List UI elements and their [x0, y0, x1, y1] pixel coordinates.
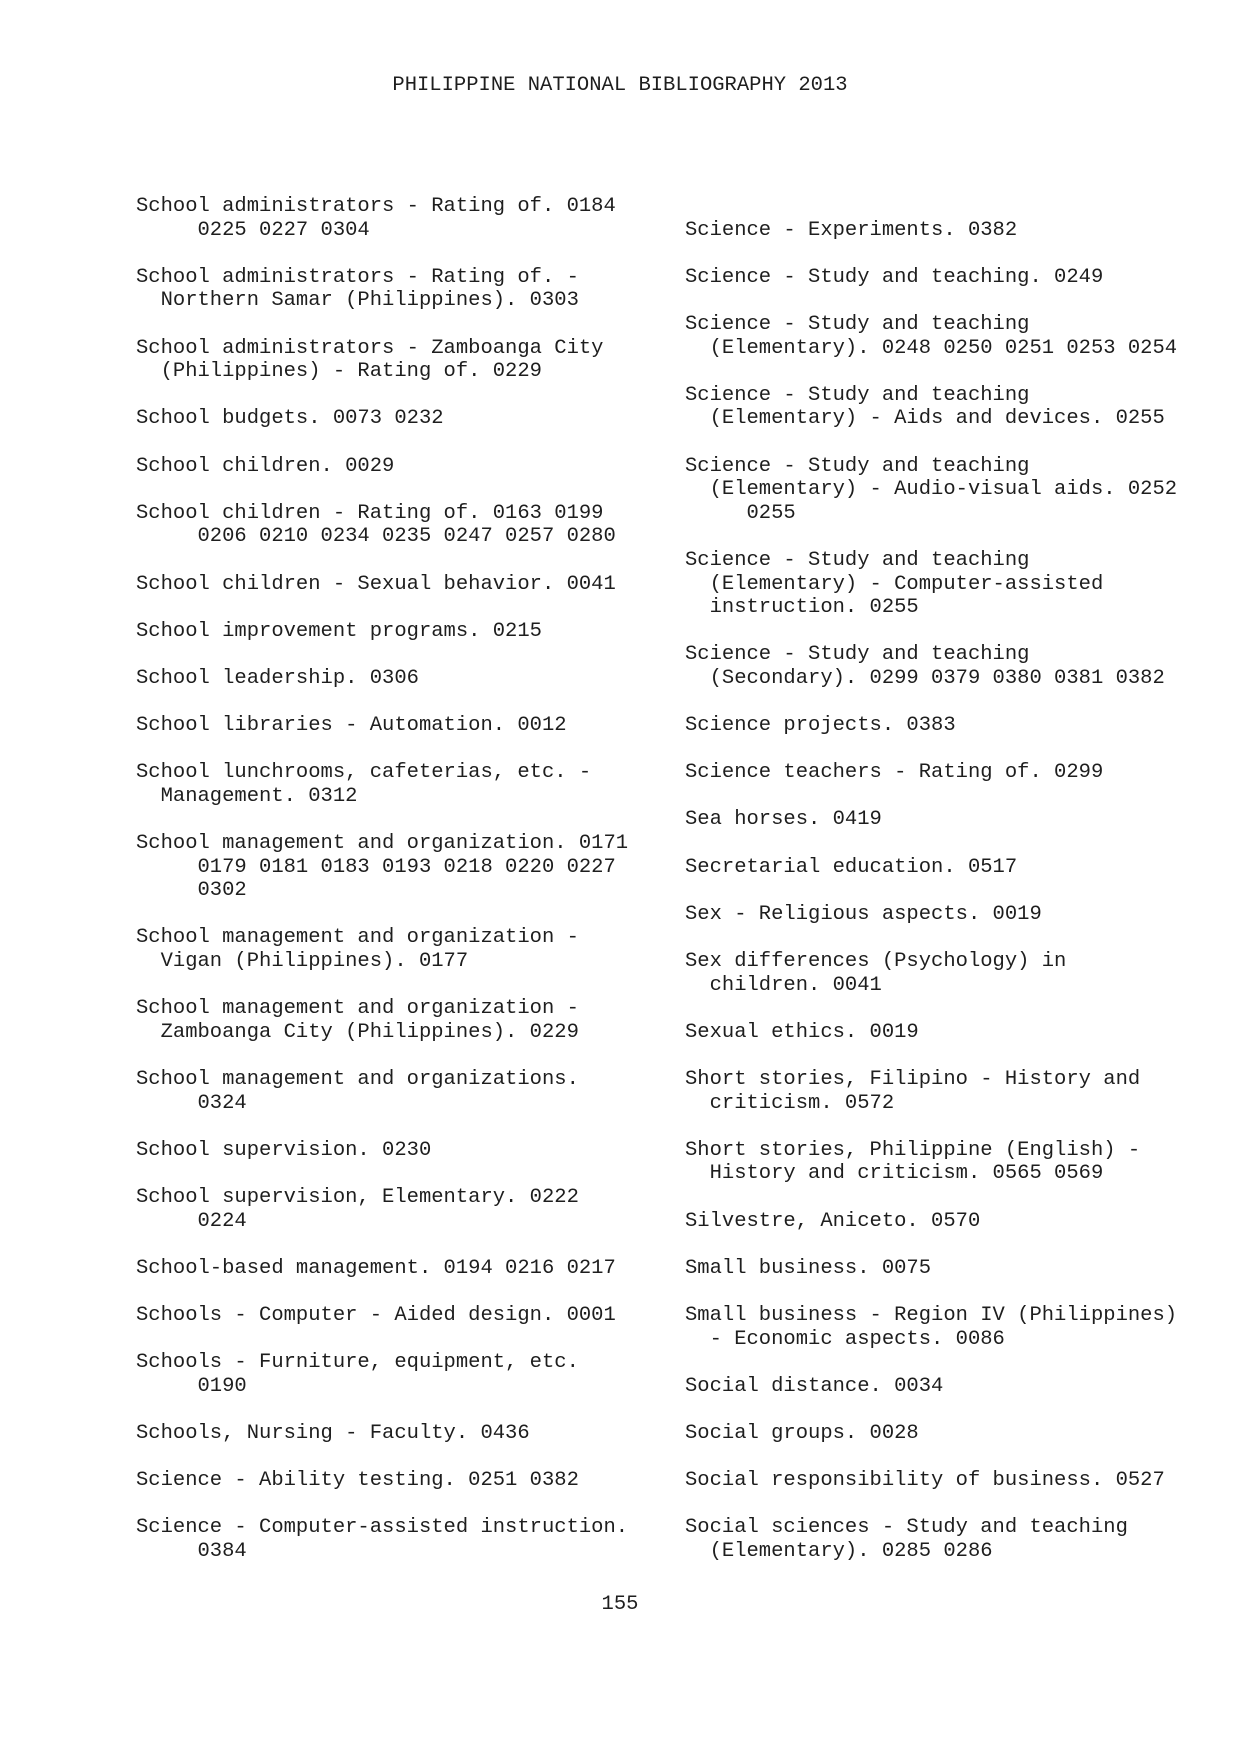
index-entry-line: Northern Samar (Philippines). 0303 — [136, 289, 579, 313]
entry-spacer — [685, 242, 1230, 266]
entry-spacer — [685, 1445, 1230, 1469]
entry-spacer — [685, 1351, 1230, 1375]
index-entry — [136, 832, 656, 926]
index-entry-line: Schools - Computer - Aided design. 0001 — [136, 1303, 616, 1327]
index-entry-line: 0224 — [136, 1209, 247, 1233]
entry-spacer — [685, 431, 1230, 455]
index-entry-line: School administrators - Rating of. - — [136, 265, 579, 289]
entry-spacer — [136, 1328, 656, 1352]
entry-spacer — [136, 1445, 656, 1469]
index-entry — [136, 1186, 656, 1257]
index-entry-line: Schools, Nursing - Faculty. 0436 — [136, 1421, 530, 1445]
index-entry — [685, 1021, 1230, 1068]
index-entry-line: (Philippines) - Rating of. 0229 — [136, 360, 542, 384]
index-entry — [685, 1304, 1230, 1375]
index-entry-line: (Secondary). 0299 0379 0380 0381 0382 — [685, 666, 1165, 690]
entry-spacer — [136, 738, 656, 762]
entry-spacer — [136, 808, 656, 832]
index-entry-line: Social sciences - Study and teaching — [685, 1516, 1128, 1540]
index-entry-line: Zamboanga City (Philippines). 0229 — [136, 1020, 579, 1044]
entry-spacer — [685, 997, 1230, 1021]
entry-spacer — [685, 1398, 1230, 1422]
entry-spacer — [136, 384, 656, 408]
index-entry-line: Science - Ability testing. 0251 0382 — [136, 1469, 579, 1493]
index-entry — [685, 384, 1230, 455]
index-entry — [136, 714, 656, 761]
entry-spacer — [685, 289, 1230, 313]
index-entry-line: School supervision. 0230 — [136, 1138, 432, 1162]
index-entry-line: Sex differences (Psychology) in — [685, 950, 1067, 973]
index-entry — [685, 1257, 1230, 1304]
index-entry — [136, 407, 656, 454]
index-entry-line: - Economic aspects. 0086 — [685, 1327, 1005, 1351]
index-entry-line: School supervision, Elementary. 0222 — [136, 1185, 579, 1209]
index-entry-line: (Elementary). 0285 0286 — [685, 1539, 993, 1563]
index-entry-line: 0324 — [136, 1091, 247, 1115]
index-entry-line: Science - Computer-assisted instruction. — [136, 1516, 629, 1540]
entry-spacer — [136, 1044, 656, 1068]
entry-spacer — [685, 360, 1230, 384]
index-entry-line: Science - Study and teaching — [685, 383, 1030, 407]
index-entry — [136, 573, 656, 620]
index-entry — [685, 1375, 1230, 1422]
index-entry-line: School budgets. 0073 0232 — [136, 407, 444, 431]
index-entry — [136, 1257, 656, 1304]
index-entry — [136, 997, 656, 1068]
index-entry-line: children. 0041 — [685, 973, 882, 997]
index-entry-line: Sexual ethics. 0019 — [685, 1020, 919, 1044]
entry-spacer — [136, 313, 656, 337]
index-entry-line: School children - Rating of. 0163 0199 — [136, 501, 604, 525]
index-entry-line: School management and organization - — [136, 997, 579, 1021]
index-entry — [136, 1516, 656, 1563]
index-entry-line: (Elementary) - Audio-visual aids. 0252 — [685, 478, 1178, 502]
entry-spacer — [685, 738, 1230, 762]
index-entry-line: School improvement programs. 0215 — [136, 619, 542, 643]
entry-spacer — [136, 431, 656, 455]
index-entry — [685, 1469, 1230, 1516]
index-entry-line: Sea horses. 0419 — [685, 808, 882, 832]
index-entry — [685, 1068, 1230, 1139]
index-entry-line: Small business. 0075 — [685, 1256, 932, 1280]
index-entry-line: 0190 — [136, 1374, 247, 1398]
index-entry-line: instruction. 0255 — [685, 596, 919, 620]
entry-spacer — [136, 596, 656, 620]
index-entry-line: (Elementary) - Aids and devices. 0255 — [685, 407, 1165, 431]
entry-spacer — [685, 832, 1230, 856]
entry-spacer — [136, 1233, 656, 1257]
entry-spacer — [136, 478, 656, 502]
index-entry-line: School lunchrooms, cafeterias, etc. - — [136, 761, 592, 785]
index-entry — [685, 1516, 1230, 1563]
right-column — [685, 195, 1230, 1563]
index-entry — [685, 808, 1230, 855]
index-entry — [136, 667, 656, 714]
index-entry — [685, 455, 1230, 549]
index-entry-line: 0225 0227 0304 — [136, 218, 370, 242]
page-header: PHILIPPINE NATIONAL BIBLIOGRAPHY 2013 — [392, 74, 848, 97]
index-entry-line: 0255 — [685, 501, 796, 525]
index-entry — [685, 1210, 1230, 1257]
entry-spacer — [136, 690, 656, 714]
index-entry-line: School management and organizations. — [136, 1067, 579, 1091]
entry-spacer — [136, 1162, 656, 1186]
index-entry — [136, 1351, 656, 1422]
entry-spacer — [136, 1398, 656, 1422]
index-entry-line: Management. 0312 — [136, 784, 358, 808]
entry-spacer — [685, 1115, 1230, 1139]
index-entry-line: Vigan (Philippines). 0177 — [136, 950, 469, 973]
entry-spacer — [685, 1493, 1230, 1517]
index-entry — [685, 1139, 1230, 1210]
index-entry-line: Small business - Region IV (Philippines) — [685, 1303, 1178, 1327]
entry-spacer — [136, 1115, 656, 1139]
index-entry — [685, 761, 1230, 808]
index-entry — [685, 856, 1230, 903]
entry-spacer — [685, 879, 1230, 903]
entry-spacer — [685, 525, 1230, 549]
index-entry — [136, 266, 656, 337]
entry-spacer — [685, 620, 1230, 644]
index-entry — [136, 1469, 656, 1516]
entry-spacer — [685, 1186, 1230, 1210]
entry-spacer — [136, 643, 656, 667]
index-entry — [136, 455, 656, 502]
index-entry-line: Science projects. 0383 — [685, 714, 956, 738]
index-entry-line: School children. 0029 — [136, 454, 395, 478]
index-entry-line: 0302 — [136, 879, 247, 903]
index-entry-line: School management and organization. 0171 — [136, 832, 629, 856]
index-entry-line: School-based management. 0194 0216 0217 — [136, 1256, 616, 1280]
entry-spacer — [685, 926, 1230, 950]
index-entry-line: Short stories, Filipino - History and — [685, 1067, 1141, 1091]
index-entry — [136, 195, 656, 266]
index-entry-line: Science - Study and teaching — [685, 643, 1030, 667]
index-entry — [136, 761, 656, 832]
index-entry — [685, 266, 1230, 313]
entry-spacer — [136, 1280, 656, 1304]
index-entry-line: Social responsibility of business. 0527 — [685, 1469, 1165, 1493]
index-entry — [685, 1422, 1230, 1469]
index-entry-line: (Elementary) - Computer-assisted — [685, 572, 1104, 596]
entry-spacer — [685, 1280, 1230, 1304]
entry-spacer — [136, 974, 656, 998]
index-entry-line: Science - Study and teaching — [685, 454, 1030, 478]
index-entry-line: Schools - Furniture, equipment, etc. — [136, 1351, 579, 1375]
index-entry-line: Sex - Religious aspects. 0019 — [685, 902, 1042, 926]
index-entry — [685, 950, 1230, 1021]
index-entry — [685, 903, 1230, 950]
index-entry — [136, 1422, 656, 1469]
index-entry — [136, 620, 656, 667]
index-entry — [685, 195, 1230, 266]
index-entry — [136, 502, 656, 573]
index-entry-line: School libraries - Automation. 0012 — [136, 714, 567, 738]
index-entry-line: Social groups. 0028 — [685, 1421, 919, 1445]
entry-spacer — [685, 785, 1230, 809]
index-entry-line: Science - Experiments. 0382 — [685, 218, 1018, 242]
index-entry — [685, 714, 1230, 761]
index-entry-line: Secretarial education. 0517 — [685, 855, 1018, 879]
left-column — [136, 195, 656, 1563]
index-entry-line: Silvestre, Aniceto. 0570 — [685, 1209, 981, 1233]
index-entry-line: 0206 0210 0234 0235 0247 0257 0280 — [136, 525, 616, 549]
index-entry-line: Science - Study and teaching. 0249 — [685, 265, 1104, 289]
index-entry-line: School administrators - Rating of. 0184 — [136, 195, 616, 218]
index-entry-line: School children - Sexual behavior. 0041 — [136, 572, 616, 596]
entry-spacer — [136, 549, 656, 573]
index-entry-line: 0179 0181 0183 0193 0218 0220 0227 — [136, 855, 616, 879]
index-entry-line: Short stories, Philippine (English) - — [685, 1138, 1141, 1162]
index-entry-line: Social distance. 0034 — [685, 1374, 944, 1398]
entry-spacer — [685, 1233, 1230, 1257]
index-entry-line: School management and organization - — [136, 926, 579, 950]
entry-spacer — [136, 903, 656, 927]
index-entry-line: School leadership. 0306 — [136, 666, 419, 690]
index-entry — [685, 313, 1230, 384]
index-entry — [685, 549, 1230, 643]
entry-spacer — [685, 1044, 1230, 1068]
index-entry — [136, 1139, 656, 1186]
index-entry-line: History and criticism. 0565 0569 — [685, 1162, 1104, 1186]
index-entry — [136, 337, 656, 408]
index-entry-line: 0384 — [136, 1539, 247, 1563]
page-number: 155 — [601, 1593, 639, 1616]
index-entry-line: School administrators - Zamboanga City — [136, 336, 604, 360]
index-entry-line: Science teachers - Rating of. 0299 — [685, 761, 1104, 785]
index-entry — [136, 926, 656, 997]
index-entry-line: (Elementary). 0248 0250 0251 0253 0254 — [685, 336, 1178, 360]
index-entry-line: criticism. 0572 — [685, 1091, 895, 1115]
index-entry — [685, 643, 1230, 714]
index-entry-line — [685, 195, 1230, 219]
index-entry — [136, 1068, 656, 1139]
index-entry — [136, 1304, 656, 1351]
entry-spacer — [685, 690, 1230, 714]
entry-spacer — [136, 1493, 656, 1517]
index-entry-line: Science - Study and teaching — [685, 312, 1030, 336]
entry-spacer — [136, 242, 656, 266]
index-entry-line: Science - Study and teaching — [685, 548, 1030, 572]
